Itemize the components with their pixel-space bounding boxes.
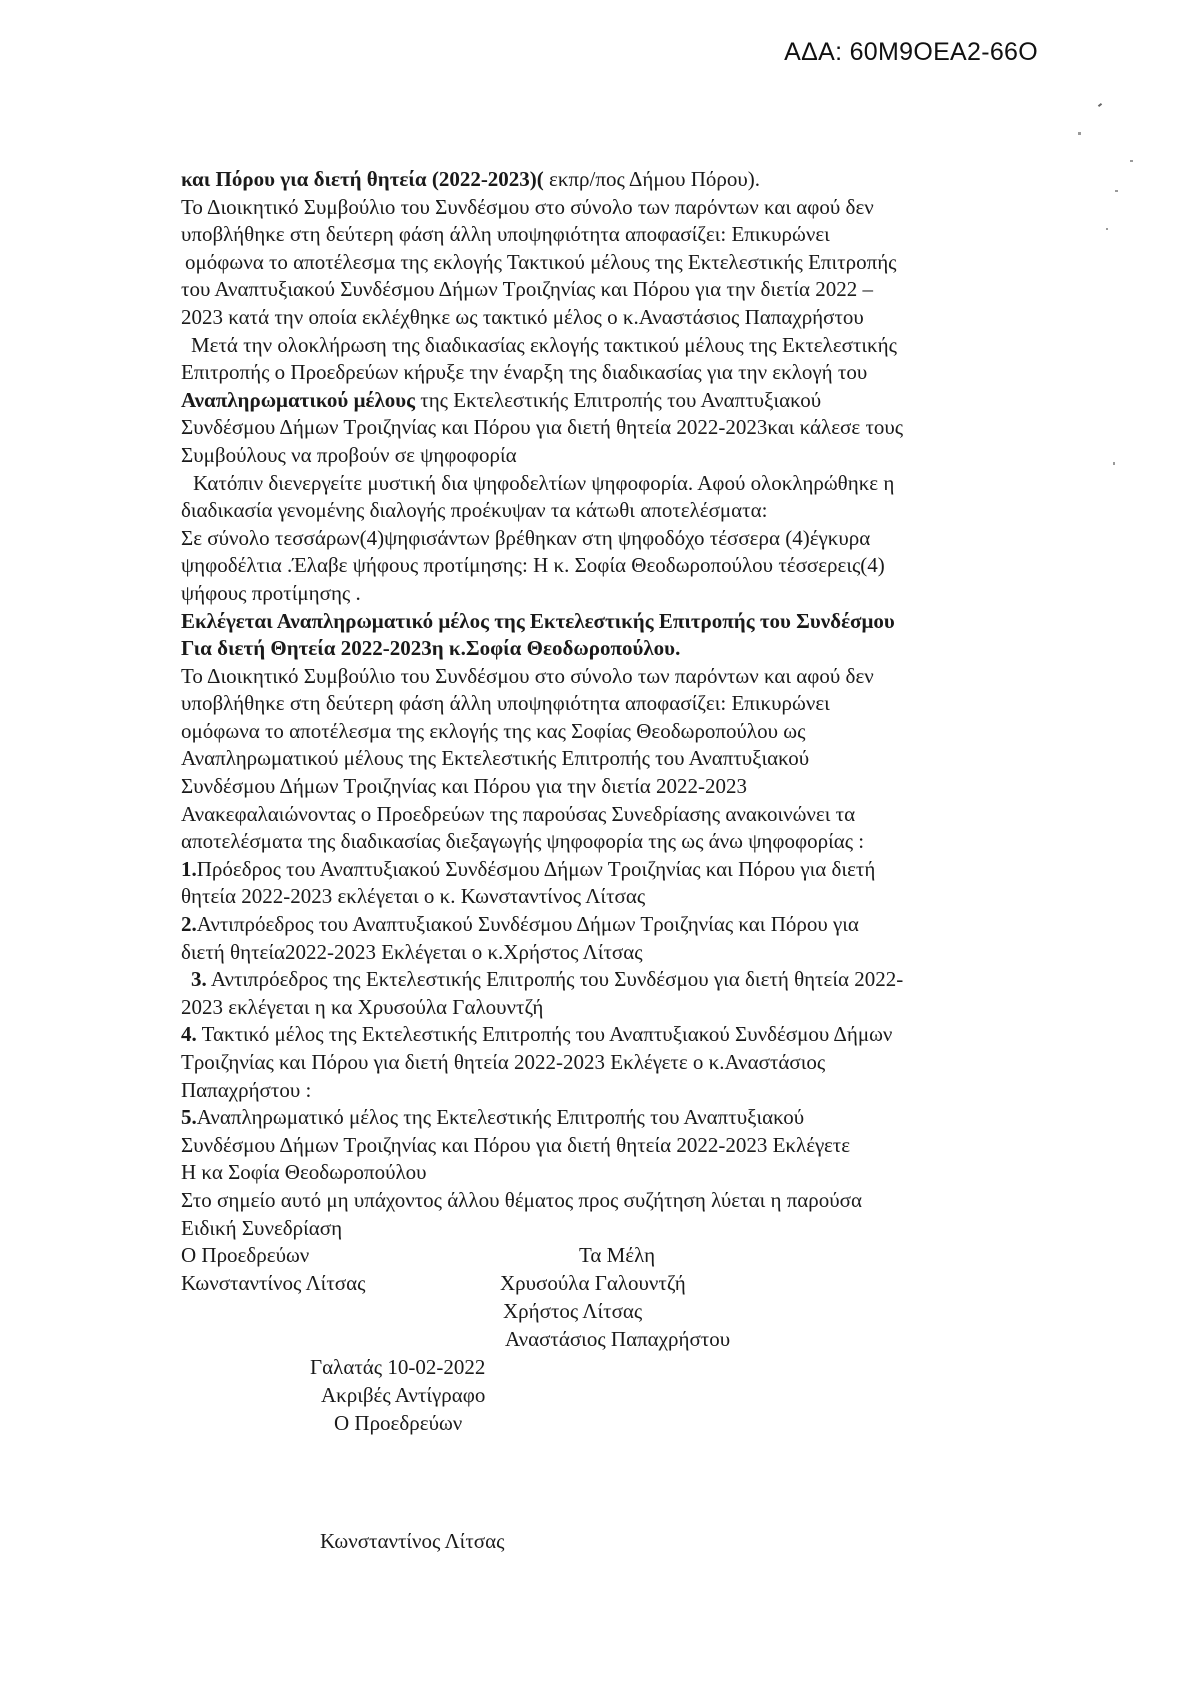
bold-text: Για διετή Θητεία 2022-2023η κ.Σοφία Θεοδωροπούλου. <box>181 636 681 661</box>
ada-code: ΑΔΑ: 60Μ9ΟΕΑ2-66Ο <box>784 38 1038 66</box>
line-4: του Αναπτυξιακού Συνδέσμου Δήμων Τροιζηνίας και Πόρου για την διετία 2022 – <box>181 277 874 302</box>
line-12: διαδικασία γενομένης διαλογής προέκυψαν τα κάτωθι αποτελέσματα: <box>181 498 768 523</box>
line-33: Παπαχρήστου : <box>181 1077 312 1102</box>
bold-text: Αναπληρωματικού μέλους <box>181 387 416 412</box>
line-36: Η κα Σοφία Θεοδωροπούλου <box>181 1160 427 1185</box>
line-27: 2.Αντιπρόεδρος του Αναπτυξιακού Συνδέσμου Δήμων Τροιζηνίας και Πόρου για <box>181 912 859 937</box>
line-20: ομόφωνα το αποτέλεσμα της εκλογής της κας Σοφίας Θεοδωροπούλου ως <box>181 718 806 743</box>
true-copy-label: Ακριβές Αντίγραφο <box>321 1383 486 1407</box>
member-name: Αναστάσιος Παπαχρήστου <box>505 1327 731 1351</box>
line-22: Συνδέσμου Δήμων Τροιζηνίας και Πόρου για την διετία 2022-2023 <box>181 774 747 799</box>
line-9: Συνδέσμου Δήμων Τροιζηνίας και Πόρου για διετή θητεία 2022-2023και κάλεσε τους <box>181 415 904 440</box>
line-31: 4. Τακτικό μέλος της Εκτελεστικής Επιτροπής του Αναπτυξιακού Συνδέσμου Δήμων <box>181 1022 893 1047</box>
line-3: ομόφωνα το αποτέλεσμα της εκλογής Τακτικού μέλους της Εκτελεστικής Επιτροπής <box>185 249 897 274</box>
scan-speck <box>1115 190 1118 192</box>
closing-title: Ο Προεδρεύων <box>334 1411 463 1435</box>
bold-text: Εκλέγεται Αναπληρωματικό μέλος της Εκτελεστικής Επιτροπής του Συνδέσμου <box>181 608 895 633</box>
scan-speck <box>1113 462 1115 465</box>
scan-speck <box>1078 132 1081 135</box>
line-37: Στο σημείο αυτό μη υπάχοντος άλλου θέματος προς συζήτηση λύεται η παρούσα <box>181 1187 863 1212</box>
member-name: Χρυσούλα Γαλουντζή <box>500 1271 686 1295</box>
list-number: 4. <box>181 1022 197 1047</box>
line-38: Ειδική Συνεδρίαση <box>181 1215 343 1240</box>
line-1: Το Διοικητικό Συμβούλιο του Συνδέσμου στο σύνολο των παρόντων και αφού δεν <box>181 194 874 219</box>
scan-speck <box>1098 103 1102 107</box>
line-2: υποβλήθηκε στη δεύτερη φάση άλλη υποψηφιότητα αποφασίζει: Επικυρώνει <box>181 222 830 247</box>
line-29: 3. Αντιπρόεδρος της Εκτελεστικής Επιτροπής του Συνδέσμου για διετή θητεία 2022- <box>191 967 904 992</box>
line-7: Επιτροπής ο Προεδρεύων κήρυξε την έναρξη της διαδικασίας για την εκλογή του <box>181 360 868 385</box>
scan-speck <box>1130 160 1133 162</box>
list-number: 2. <box>181 912 197 937</box>
line-8: Αναπληρωματικού μέλους της Εκτελεστικής Επιτροπής του Αναπτυξιακού <box>181 387 822 412</box>
list-number: 5. <box>181 1105 197 1130</box>
line-13: Σε σύνολο τεσσάρων(4)ψηφισάντων βρέθηκαν στη ψηφοδόχο τέσσερα (4)έγκυρα <box>181 525 871 550</box>
line-26: θητεία 2022-2023 εκλέγεται ο κ. Κωνσταντίνος Λίτσας <box>181 884 646 909</box>
place-date: Γαλατάς 10-02-2022 <box>310 1355 486 1379</box>
line-34: 5.Αναπληρωματικό μέλος της Εκτελεστικής Επιτροπής του Αναπτυξιακού <box>181 1105 805 1130</box>
line-35: Συνδέσμου Δήμων Τροιζηνίας και Πόρου για διετή θητεία 2022-2023 Εκλέγετε <box>181 1132 851 1157</box>
line-30: 2023 εκλέγεται η κα Χρυσούλα Γαλουντζή <box>181 994 544 1019</box>
line-23: Ανακεφαλαιώνοντας ο Προεδρεύων της παρούσας Συνεδρίασης ανακοινώνει τα <box>181 801 856 826</box>
line-0: και Πόρου για διετή θητεία (2022-2023)( εκπρ/πος Δήμου Πόρου). <box>181 167 761 191</box>
line-18: Το Διοικητικό Συμβούλιο του Συνδέσμου στο σύνολο των παρόντων και αφού δεν <box>181 663 874 688</box>
list-number: 1. <box>181 856 197 881</box>
member-name: Χρήστος Λίτσας <box>503 1299 643 1323</box>
closing-name: Κωνσταντίνος Λίτσας <box>320 1529 505 1553</box>
line-28: διετή θητεία2022-2023 Εκλέγεται ο κ.Χρήστος Λίτσας <box>181 939 643 964</box>
line-17 <box>181 635 1061 663</box>
list-number: 3. <box>191 967 207 992</box>
president-name: Κωνσταντίνος Λίτσας <box>181 1271 366 1295</box>
document-body <box>181 166 1061 1242</box>
line-16 <box>181 608 1061 636</box>
line-5: 2023 κατά την οποία εκλέχθηκε ως τακτικό μέλος ο κ.Αναστάσιος Παπαχρήστου <box>181 304 864 329</box>
line-24: αποτελέσματα της διαδικασίας διεξαγωγής ψηφοφορία της ως άνω ψηφοφορίας : <box>181 829 865 854</box>
line-6: Μετά την ολοκλήρωση της διαδικασίας εκλογής τακτικού μέλους της Εκτελεστικής <box>191 332 897 357</box>
bold-text: και Πόρου για διετή θητεία (2022-2023)( <box>181 167 544 191</box>
line-21: Αναπληρωματικού μέλους της Εκτελεστικής Επιτροπής του Αναπτυξιακού <box>181 746 810 771</box>
scan-speck <box>1106 228 1108 230</box>
members-title: Τα Μέλη <box>579 1243 656 1267</box>
line-14: ψηφοδέλτια .Έλαβε ψήφους προτίμησης: Η κ. Σοφία Θεοδωροπούλου τέσσερεις(4) <box>181 553 885 578</box>
line-11: Κατόπιν διενεργείτε μυστική δια ψηφοδελτίων ψηφοφορία. Αφού ολοκληρώθηκε η <box>193 470 895 495</box>
line-15: ψήφους προτίμησης . <box>181 580 361 605</box>
line-32: Τροιζηνίας και Πόρου για διετή θητεία 2022-2023 Εκλέγετε ο κ.Αναστάσιος <box>181 1050 826 1074</box>
president-title: Ο Προεδρεύων <box>181 1243 310 1267</box>
line-19: υποβλήθηκε στη δεύτερη φάση άλλη υποψηφιότητα αποφασίζει: Επικυρώνει <box>181 691 830 716</box>
line-25: 1.Πρόεδρος του Αναπτυξιακού Συνδέσμου Δήμων Τροιζηνίας και Πόρου για διετή <box>181 856 876 881</box>
line-10: Συμβούλους να προβούν σε ψηφοφορία <box>181 442 517 467</box>
